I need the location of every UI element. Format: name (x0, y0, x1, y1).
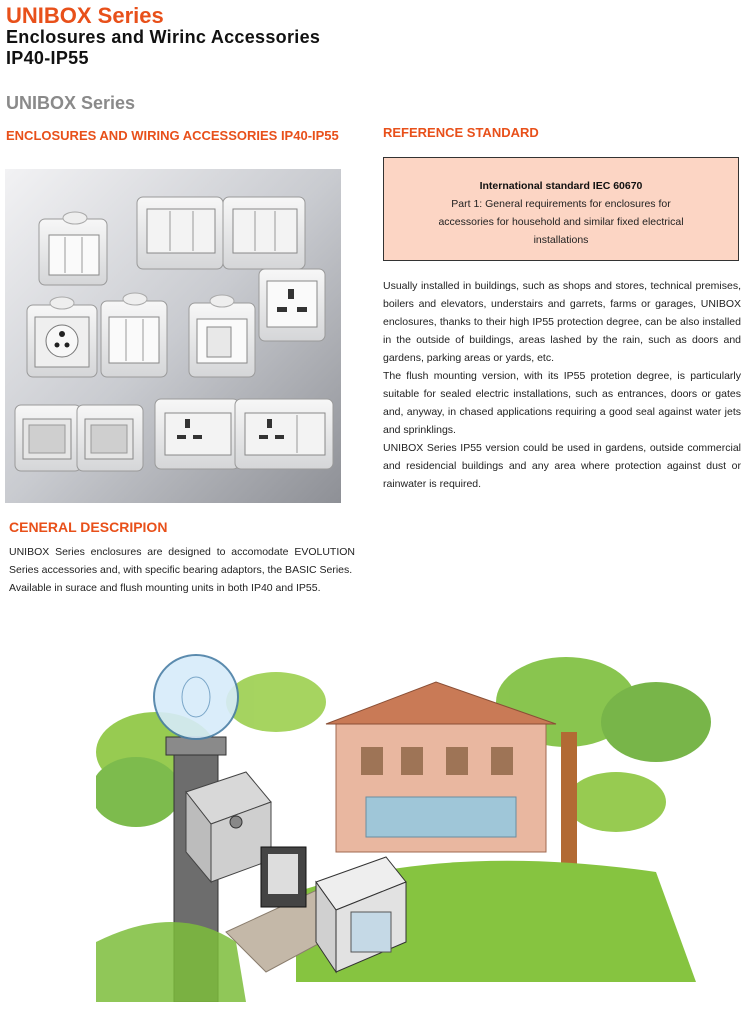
page-subtitle (6, 27, 320, 69)
application-paragraph: UNIBOX Series IP55 version could be used in gardens, outside commercial and residencial buildings and any area where protection against dust or rainwater is required. (383, 442, 741, 490)
page-title: UNIBOX Series (6, 3, 164, 28)
junction-box (186, 772, 271, 882)
enclosures-heading: ENCLOSURES AND WIRING ACCESSORIES IP40-IP55 (6, 128, 339, 143)
subtitle-line-2: IP40-IP55 (6, 48, 89, 68)
application-description (383, 277, 741, 493)
enclosure-socket-uk (259, 269, 325, 341)
subtitle-line-1: Enclosures and Wirinc Accessories (6, 27, 321, 47)
reference-standard-box (383, 157, 739, 261)
enclosure-7 (77, 405, 143, 471)
enclosure-round-socket (27, 297, 97, 377)
enclosure-4 (101, 293, 167, 377)
enclosure-wide-socket (235, 399, 333, 469)
enclosure-2 (137, 197, 223, 269)
product-photo-drawing (5, 169, 341, 503)
general-description (9, 543, 355, 597)
application-paragraph: Usually installed in buildings, such as shops and stores, technical premises, boilers and elevators, understairs and garrets, farms or garages, UNIBOX enclosures, thanks to their high IP55 protection degree, can be also installed in the outside of buildings, areas lashed by the rain, such as doors and gardens, parking areas or yards, etc. (383, 280, 741, 364)
enclosure-5 (189, 295, 255, 377)
general-paragraph: UNIBOX Series enclosures are designed to accomodate EVOLUTION Series accessories and, with specific bearing adaptors, the BASIC Series. (9, 546, 355, 576)
enclosure-double-socket (155, 399, 239, 469)
garden-illustration-drawing (96, 642, 716, 1002)
general-paragraph: Available in surace and flush mounting units in both IP40 and IP55. (9, 582, 321, 594)
product-photo (5, 169, 341, 503)
enclosure-1 (39, 212, 107, 285)
foreground-grass (96, 922, 246, 1002)
general-description-heading: CENERAL DESCRIPION (9, 519, 168, 535)
standard-text: Part 1: General requirements for enclosures for accessories for household and similar fixed electrical installations (438, 198, 684, 246)
application-paragraph: The flush mounting version, with its IP55 protetion degree, is particularly suitable for sealed electric installations, such as entrances, doors or gates and, anyway, in chased applications requiring a good seal against water jets and sprinklings. (383, 370, 741, 436)
section-title: UNIBOX Series (6, 93, 136, 113)
garden-illustration (96, 642, 716, 1002)
switch-module (261, 847, 306, 907)
reference-standard-heading: REFERENCE STANDARD (383, 125, 539, 140)
tree-trunk (561, 732, 577, 882)
standard-title: International standard IEC 60670 (479, 180, 643, 192)
enclosure-3 (223, 197, 305, 269)
enclosure-6 (15, 405, 81, 471)
